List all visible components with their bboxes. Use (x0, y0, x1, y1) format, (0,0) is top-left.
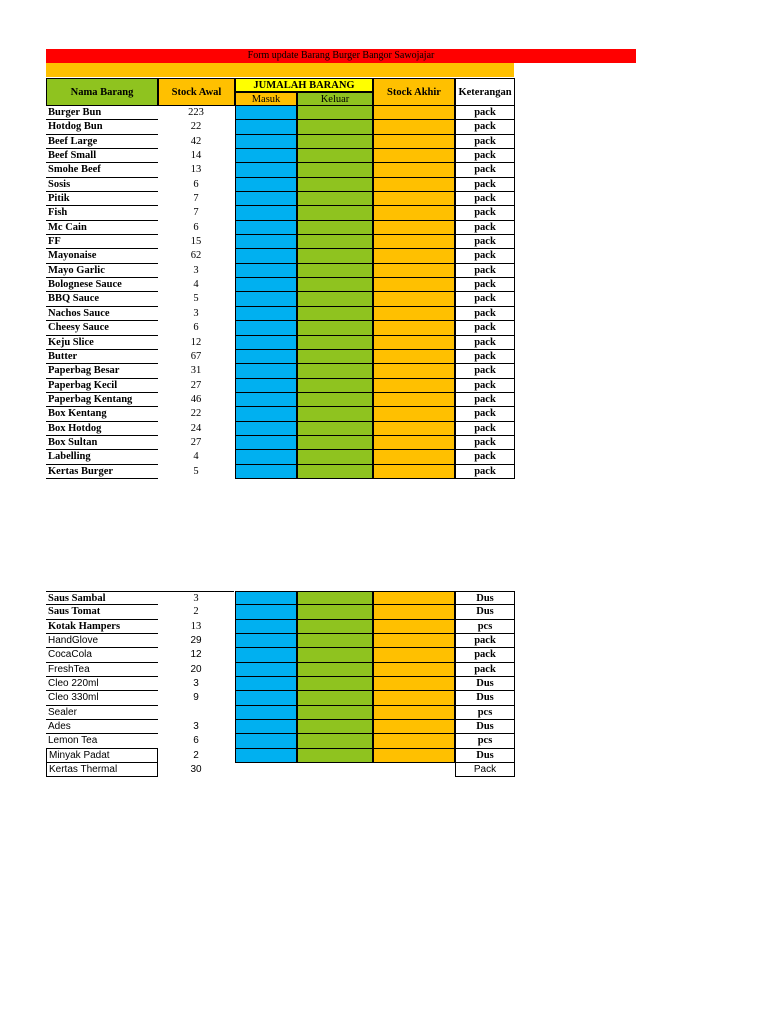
keterangan-cell: pack (455, 634, 515, 648)
stock-akhir-input-cell[interactable] (373, 307, 455, 321)
keterangan-cell: pack (455, 450, 515, 464)
keterangan-cell: Dus (455, 677, 515, 691)
item-name: Cleo 330ml (46, 691, 158, 705)
masuk-input-cell[interactable] (235, 634, 297, 648)
table-row (46, 450, 515, 464)
keterangan-cell: Dus (455, 720, 515, 734)
masuk-input-cell[interactable] (235, 135, 297, 149)
stock-awal-cell: 2 (193, 606, 199, 618)
stock-awal-cell: 3 (193, 264, 199, 276)
stock-awal-cell: 6 (193, 322, 199, 334)
masuk-input-cell[interactable] (235, 379, 297, 393)
stock-awal-cell: 6 (193, 221, 199, 233)
stock-akhir-input-cell[interactable] (373, 336, 455, 350)
stock-awal-cell: 24 (190, 422, 202, 434)
stock-awal-cell: 31 (190, 365, 202, 377)
stock-akhir-input-cell[interactable] (373, 393, 455, 407)
stock-akhir-input-cell[interactable] (373, 749, 455, 763)
stock-awal-cell: 5 (193, 465, 199, 477)
masuk-input-cell[interactable] (235, 720, 297, 734)
masuk-input-cell[interactable] (235, 106, 297, 120)
stock-akhir-input-cell[interactable] (373, 663, 455, 677)
stock-akhir-input-cell[interactable] (373, 620, 455, 634)
masuk-input-cell[interactable] (235, 620, 297, 634)
keterangan-cell: pack (455, 264, 515, 278)
masuk-input-cell[interactable] (235, 249, 297, 263)
item-name: Minyak Padat (46, 749, 158, 763)
keterangan-cell: pack (455, 350, 515, 364)
stock-akhir-input-cell[interactable] (373, 706, 455, 720)
stock-awal-cell: 7 (193, 193, 199, 205)
stock-awal-cell: 30 (190, 764, 202, 776)
masuk-input-cell[interactable] (235, 264, 297, 278)
masuk-input-cell[interactable] (235, 465, 297, 479)
table-row (46, 648, 515, 662)
stock-awal-cell: 3 (158, 591, 234, 605)
keluar-input-cell[interactable] (297, 350, 373, 364)
table-row (46, 734, 515, 748)
table-row (46, 307, 515, 321)
stock-akhir-input-cell[interactable] (373, 163, 455, 177)
stock-awal-cell: 7 (193, 207, 199, 219)
table-row (46, 135, 515, 149)
keterangan-cell: pack (455, 249, 515, 263)
table-row (46, 620, 515, 634)
stock-akhir-input-cell[interactable] (373, 436, 455, 450)
stock-akhir-input-cell[interactable] (373, 278, 455, 292)
item-name: Labelling (46, 450, 158, 464)
keluar-input-cell[interactable] (297, 407, 373, 421)
keluar-input-cell[interactable] (297, 135, 373, 149)
item-name: Cleo 220ml (46, 677, 158, 691)
keterangan-cell: pack (455, 163, 515, 177)
keluar-input-cell[interactable] (297, 450, 373, 464)
header-jumlah-barang: JUMALAH BARANG (235, 78, 373, 92)
keterangan-cell: pack (455, 393, 515, 407)
keterangan-cell: pcs (455, 734, 515, 748)
stock-awal-cell: 2 (193, 749, 199, 761)
item-name: FreshTea (46, 663, 158, 677)
table-row (46, 321, 515, 335)
keterangan-cell: pack (455, 307, 515, 321)
keluar-input-cell[interactable] (297, 221, 373, 235)
keterangan-cell: pack (455, 663, 515, 677)
stock-table-secondary (46, 591, 515, 777)
keluar-input-cell[interactable] (297, 163, 373, 177)
item-name: Saus Tomat (46, 605, 158, 619)
table-row (46, 221, 515, 235)
item-name: Hotdog Bun (46, 120, 158, 134)
table-row (46, 720, 515, 734)
stock-awal-cell: 5 (193, 293, 199, 305)
masuk-input-cell[interactable] (235, 321, 297, 335)
keluar-input-cell[interactable] (297, 422, 373, 436)
keterangan-cell: pack (455, 149, 515, 163)
item-name: Kertas Thermal (46, 763, 158, 777)
stock-awal-cell: 13 (190, 164, 202, 176)
header-keterangan: Keterangan (455, 78, 515, 106)
table-row (46, 106, 515, 120)
item-name: Box Hotdog (46, 422, 158, 436)
keluar-input-cell[interactable] (297, 591, 373, 605)
stock-akhir-input-cell[interactable] (373, 321, 455, 335)
stock-awal-cell: 3 (193, 678, 199, 690)
item-name: Kertas Burger (46, 465, 158, 479)
masuk-input-cell[interactable] (235, 663, 297, 677)
form-title: Form update Barang Burger Bangor Sawojajar (46, 49, 636, 63)
stock-awal-cell: 6 (193, 178, 199, 190)
item-name: Mayo Garlic (46, 264, 158, 278)
item-name: HandGlove (46, 634, 158, 648)
keluar-input-cell[interactable] (297, 235, 373, 249)
keluar-input-cell[interactable] (297, 605, 373, 619)
header-stock-akhir: Stock Akhir (373, 78, 455, 106)
item-name: Box Sultan (46, 436, 158, 450)
stock-awal-cell: 46 (190, 393, 202, 405)
stock-akhir-input-cell[interactable] (373, 634, 455, 648)
stock-akhir-input-cell[interactable] (373, 734, 455, 748)
stock-akhir-input-cell[interactable] (373, 379, 455, 393)
masuk-input-cell[interactable] (235, 206, 297, 220)
stock-akhir-input-cell[interactable] (373, 450, 455, 464)
item-name: Sealer (46, 706, 158, 720)
table-row (46, 436, 515, 450)
item-name: Pitik (46, 192, 158, 206)
table-row (46, 192, 515, 206)
masuk-input-cell[interactable] (235, 149, 297, 163)
stock-awal-cell: 13 (190, 620, 202, 632)
stock-akhir-input-cell[interactable] (373, 120, 455, 134)
item-name: Ades (46, 720, 158, 734)
masuk-input-cell[interactable] (235, 691, 297, 705)
keterangan-cell: pack (455, 321, 515, 335)
keluar-input-cell[interactable] (297, 178, 373, 192)
table-row (46, 120, 515, 134)
keterangan-cell: pack (455, 206, 515, 220)
table-row (46, 407, 515, 421)
masuk-input-cell[interactable] (235, 235, 297, 249)
table-row (46, 465, 515, 479)
table-row (46, 706, 515, 720)
stock-akhir-input-cell[interactable] (373, 407, 455, 421)
item-name: Lemon Tea (46, 734, 158, 748)
item-name: CocaCola (46, 648, 158, 662)
item-name: Burger Bun (46, 106, 158, 120)
table-row (46, 634, 515, 648)
item-name: Beef Small (46, 149, 158, 163)
stock-awal-cell: 12 (190, 336, 202, 348)
keluar-input-cell[interactable] (297, 206, 373, 220)
keterangan-cell: pack (455, 192, 515, 206)
stock-akhir-input-cell[interactable] (373, 364, 455, 378)
masuk-input-cell[interactable] (235, 677, 297, 691)
keluar-input-cell[interactable] (297, 663, 373, 677)
table-row (46, 206, 515, 220)
keterangan-cell: Dus (455, 691, 515, 705)
stock-table-main (46, 106, 515, 479)
keterangan-cell: Dus (455, 749, 515, 763)
masuk-input-cell[interactable] (235, 422, 297, 436)
item-name: Cheesy Sauce (46, 321, 158, 335)
keterangan-cell: pack (455, 407, 515, 421)
keterangan-cell: pack (455, 648, 515, 662)
header-stock-awal: Stock Awal (158, 78, 235, 106)
table-row (46, 663, 515, 677)
masuk-input-cell[interactable] (235, 364, 297, 378)
stock-akhir-input-cell[interactable] (373, 149, 455, 163)
masuk-input-cell[interactable] (235, 591, 297, 605)
keluar-input-cell[interactable] (297, 321, 373, 335)
stock-awal-cell: 62 (190, 250, 202, 262)
stock-awal-cell: 9 (193, 692, 199, 704)
keluar-input-cell[interactable] (297, 648, 373, 662)
masuk-input-cell[interactable] (235, 749, 297, 763)
table-row (46, 264, 515, 278)
masuk-input-cell[interactable] (235, 706, 297, 720)
stock-awal-cell: 6 (193, 735, 199, 747)
masuk-input-cell[interactable] (235, 605, 297, 619)
keluar-input-cell[interactable] (297, 249, 373, 263)
keterangan-cell: pack (455, 120, 515, 134)
item-name: Nachos Sauce (46, 307, 158, 321)
stock-akhir-input-cell[interactable] (373, 235, 455, 249)
keterangan-cell: pack (455, 135, 515, 149)
keluar-input-cell[interactable] (297, 720, 373, 734)
masuk-input-cell[interactable] (235, 307, 297, 321)
keluar-input-cell[interactable] (297, 307, 373, 321)
masuk-input-cell[interactable] (235, 221, 297, 235)
item-name: Sosis (46, 178, 158, 192)
item-name: Box Kentang (46, 407, 158, 421)
stock-awal-cell: 12 (190, 649, 202, 661)
keterangan-cell: pack (455, 364, 515, 378)
table-row (46, 278, 515, 292)
keluar-input-cell[interactable] (297, 364, 373, 378)
stock-awal-cell: 27 (190, 379, 202, 391)
item-name: Paperbag Kecil (46, 379, 158, 393)
item-name: Paperbag Besar (46, 364, 158, 378)
table-row (46, 379, 515, 393)
stock-awal-cell (158, 706, 234, 720)
table-row (46, 249, 515, 263)
stock-awal-cell: 22 (190, 121, 202, 133)
keluar-input-cell[interactable] (297, 734, 373, 748)
stock-awal-cell: 3 (193, 721, 199, 733)
item-name: BBQ Sauce (46, 292, 158, 306)
keluar-input-cell[interactable] (297, 149, 373, 163)
masuk-input-cell[interactable] (235, 292, 297, 306)
table-row (46, 336, 515, 350)
table-row (46, 235, 515, 249)
keluar-input-cell[interactable] (297, 749, 373, 763)
stock-awal-cell: 22 (190, 408, 202, 420)
masuk-input-cell[interactable] (235, 407, 297, 421)
item-name: Kotak Hampers (46, 620, 158, 634)
table-row (46, 364, 515, 378)
stock-awal-cell: 223 (188, 107, 204, 118)
masuk-input-cell[interactable] (235, 393, 297, 407)
item-name: Beef Large (46, 135, 158, 149)
keterangan-cell: pack (455, 292, 515, 306)
stock-akhir-input-cell[interactable] (373, 264, 455, 278)
stock-akhir-input-cell[interactable] (373, 677, 455, 691)
keterangan-cell: pack (455, 379, 515, 393)
masuk-input-cell[interactable] (235, 120, 297, 134)
keluar-input-cell[interactable] (297, 278, 373, 292)
keluar-input-cell[interactable] (297, 120, 373, 134)
stock-akhir-input-cell[interactable] (373, 249, 455, 263)
table-row (46, 350, 515, 364)
keterangan-cell: pcs (455, 706, 515, 720)
item-name: Fish (46, 206, 158, 220)
stock-akhir-input-cell[interactable] (373, 605, 455, 619)
header-keluar: Keluar (297, 92, 373, 106)
header-nama-barang: Nama Barang (46, 78, 158, 106)
keluar-input-cell[interactable] (297, 620, 373, 634)
masuk-input-cell[interactable] (235, 192, 297, 206)
keterangan-cell: pcs (455, 620, 515, 634)
table-row (46, 163, 515, 177)
stock-awal-cell: 67 (190, 350, 202, 362)
stock-awal-cell: 42 (190, 135, 202, 147)
masuk-input-cell[interactable] (235, 436, 297, 450)
table-row (46, 292, 515, 306)
keluar-input-cell[interactable] (297, 264, 373, 278)
stock-akhir-input-cell[interactable] (373, 350, 455, 364)
item-name: Butter (46, 350, 158, 364)
masuk-input-cell[interactable] (235, 336, 297, 350)
stock-akhir-input-cell[interactable] (373, 691, 455, 705)
table-row (46, 422, 515, 436)
orange-header-band (46, 63, 514, 77)
item-name: FF (46, 235, 158, 249)
stock-akhir-input-cell[interactable] (373, 206, 455, 220)
header-masuk: Masuk (235, 92, 297, 106)
table-row (46, 605, 515, 619)
keterangan-cell: pack (455, 336, 515, 350)
stock-awal-cell: 14 (190, 150, 202, 162)
keterangan-cell: Dus (455, 605, 515, 619)
keluar-input-cell[interactable] (297, 634, 373, 648)
keluar-input-cell[interactable] (297, 336, 373, 350)
stock-akhir-input-cell[interactable] (373, 135, 455, 149)
keluar-input-cell[interactable] (297, 465, 373, 479)
masuk-input-cell[interactable] (235, 163, 297, 177)
item-name: Keju Slice (46, 336, 158, 350)
keterangan-cell: pack (455, 436, 515, 450)
stock-akhir-input-cell[interactable] (373, 178, 455, 192)
item-name: Saus Sambal (46, 591, 158, 605)
stock-akhir-input-cell[interactable] (373, 106, 455, 120)
stock-akhir-input-cell[interactable] (373, 192, 455, 206)
item-name: Mayonaise (46, 249, 158, 263)
item-name: Paperbag Kentang (46, 393, 158, 407)
keterangan-cell: pack (455, 178, 515, 192)
table-row (46, 393, 515, 407)
keterangan-cell: pack (455, 422, 515, 436)
table-row (46, 178, 515, 192)
stock-awal-cell: 4 (193, 279, 199, 291)
stock-akhir-input-cell[interactable] (373, 465, 455, 479)
stock-akhir-input-cell[interactable] (373, 720, 455, 734)
masuk-input-cell[interactable] (235, 648, 297, 662)
stock-akhir-input-cell[interactable] (373, 221, 455, 235)
masuk-input-cell[interactable] (235, 734, 297, 748)
table-row (46, 591, 515, 605)
table-row (46, 763, 515, 777)
keluar-input-cell[interactable] (297, 706, 373, 720)
table-row (46, 149, 515, 163)
stock-awal-cell: 3 (193, 307, 199, 319)
masuk-input-cell[interactable] (235, 278, 297, 292)
masuk-input-cell[interactable] (235, 350, 297, 364)
keterangan-cell: Pack (455, 763, 515, 777)
keluar-input-cell[interactable] (297, 436, 373, 450)
item-name: Mc Cain (46, 221, 158, 235)
masuk-input-cell[interactable] (235, 178, 297, 192)
table-row (46, 677, 515, 691)
keluar-input-cell[interactable] (297, 379, 373, 393)
keluar-input-cell[interactable] (297, 192, 373, 206)
keluar-input-cell[interactable] (297, 292, 373, 306)
keterangan-cell: pack (455, 235, 515, 249)
keterangan-cell: Dus (455, 591, 515, 605)
stock-akhir-input-cell[interactable] (373, 591, 455, 605)
keluar-input-cell[interactable] (297, 106, 373, 120)
keterangan-cell: pack (455, 106, 515, 120)
stock-akhir-input-cell[interactable] (373, 292, 455, 306)
item-name: Bolognese Sauce (46, 278, 158, 292)
stock-akhir-input-cell[interactable] (373, 648, 455, 662)
keterangan-cell: pack (455, 221, 515, 235)
stock-akhir-input-cell[interactable] (373, 422, 455, 436)
stock-awal-cell: 29 (190, 635, 202, 647)
keterangan-cell: pack (455, 278, 515, 292)
keluar-input-cell[interactable] (297, 691, 373, 705)
item-name: Smohe Beef (46, 163, 158, 177)
keluar-input-cell[interactable] (297, 393, 373, 407)
stock-awal-cell: 27 (190, 436, 202, 448)
keluar-input-cell[interactable] (297, 677, 373, 691)
stock-awal-cell: 15 (190, 236, 202, 248)
table-row (46, 749, 515, 763)
keterangan-cell: pack (455, 465, 515, 479)
masuk-input-cell[interactable] (235, 450, 297, 464)
stock-awal-cell: 20 (190, 663, 202, 675)
stock-awal-cell: 4 (193, 451, 199, 463)
table-row (46, 691, 515, 705)
